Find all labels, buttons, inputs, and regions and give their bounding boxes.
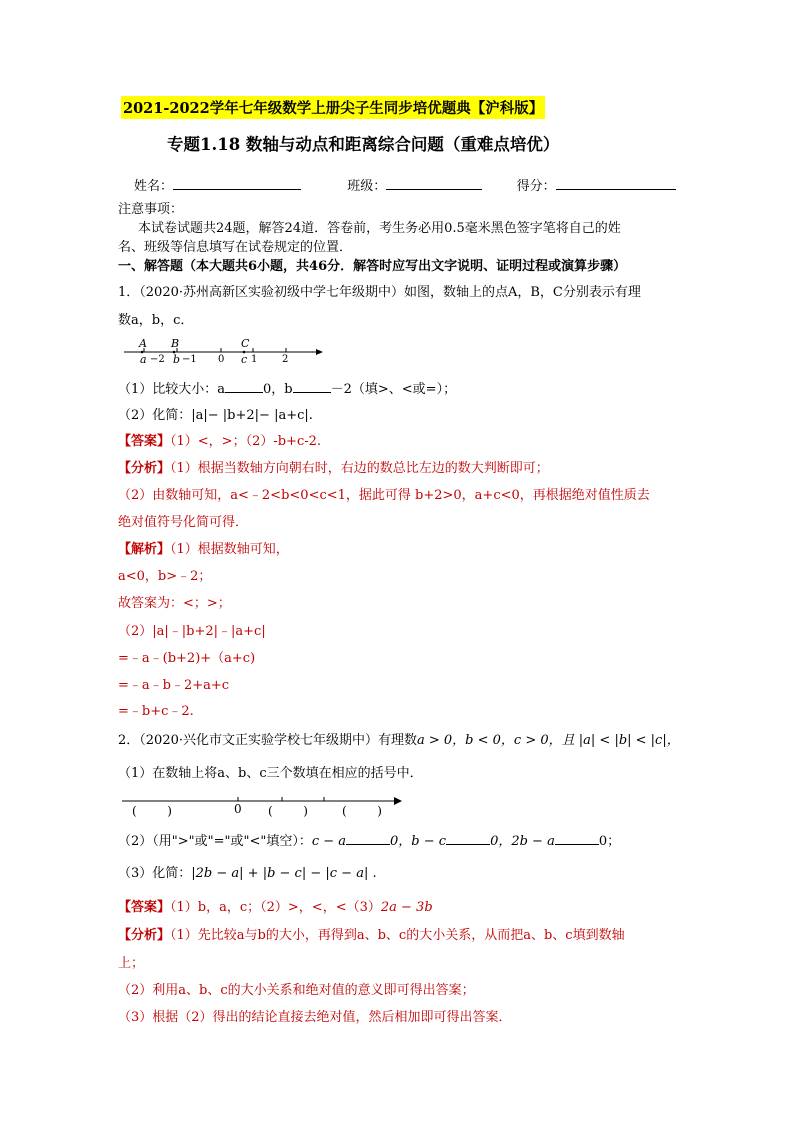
score-label: 得分： — [516, 179, 556, 194]
tick-1: 1 — [251, 354, 258, 365]
notes-text-1: 本试卷试题共24题，解答24道．答卷前，考生务必用0.5毫米黑色签字笔将自己的姓 — [138, 221, 621, 236]
point-b-label: B — [171, 337, 180, 350]
var-a-label: a — [140, 353, 147, 366]
notes-text-2: 名、班级等信息填写在试卷规定的位置． — [118, 240, 353, 255]
q2-blank-1[interactable] — [346, 832, 390, 845]
var-c-label: c — [241, 353, 248, 366]
bracket-2[interactable]: ( ) — [268, 804, 308, 818]
q2-analysis-4: （3）根据（2）得出的结论直接去绝对值，然后相加即可得出答案． — [118, 1010, 512, 1025]
q2-answer-math: 2a − 3b — [380, 900, 433, 915]
section-heading: 一、解答题（本大题共6小题，共46分．解答时应写出文字说明、证明过程或演算步骤） — [118, 259, 627, 274]
q2-blank-2[interactable] — [446, 832, 490, 845]
answer-label: 【答案】 — [118, 434, 171, 449]
q2-part3 — [118, 866, 377, 882]
bracket-3[interactable]: ( ) — [342, 804, 382, 818]
q2-answer-text: （1）b，a，c；（2）>，<，<（3） — [170, 900, 381, 915]
q1-stem-1: 1．（2020·苏州高新区实验初级中学七年级期中）如图，数轴上的点A，B，C分别表示有理 — [118, 285, 641, 300]
q1-sol-line-5: =﹣a﹣b﹣2+a+c — [118, 678, 230, 693]
analysis-text-1: （1）根据当数轴方向朝右时，右边的数总比左边的数大判断即可； — [170, 461, 549, 476]
q2-analysis-text-1: （1）先比较a与b的大小，再得到a、b、c的大小关系，从而把a、b、c填到数轴 — [170, 928, 625, 943]
q2-blank-3[interactable] — [555, 832, 599, 845]
q2-analysis-1 — [118, 928, 625, 944]
topic-title: 专题1.18 数轴与动点和距离综合问题（重难点培优） — [167, 135, 560, 154]
q1-sol-line-2: 故答案为：<；>； — [118, 596, 231, 611]
q2-number-line — [120, 792, 405, 822]
var-b-label: b — [173, 353, 181, 366]
info-line — [134, 176, 676, 195]
class-label: 班级： — [347, 179, 387, 194]
q2-analysis-label: 【分析】 — [118, 928, 171, 943]
q2-part3-math: |2b − a| + |b − c| − |c − a| . — [191, 866, 377, 881]
q2-answer-label: 【答案】 — [118, 900, 171, 915]
q2-answer — [118, 900, 433, 916]
q1-part1-text-a: （1）比较大小：a — [118, 382, 226, 397]
q1-sol-line-3: （2）|a|﹣|b+2|﹣|a+c| — [118, 624, 266, 639]
q2-zero-label: 0 — [234, 802, 242, 816]
tick-neg1: −1 — [182, 354, 197, 365]
q2-part1: （1）在数轴上将a、b、c三个数填在相应的括号中． — [118, 766, 423, 781]
q2-part2 — [118, 832, 620, 850]
solution-head-text: （1）根据数轴可知， — [170, 542, 289, 557]
q1-part1 — [118, 380, 456, 398]
q1-sol-line-4: =﹣a﹣(b+2)+（a+c) — [118, 651, 256, 666]
answer-text: （1）<，>；（2）-b+c-2. — [170, 434, 322, 449]
q1-solution-head — [118, 542, 289, 558]
q2-analysis-3: （2）利用a、b、c的大小关系和绝对值的意义即可得出答案； — [118, 983, 475, 998]
tick-0: 0 — [218, 354, 225, 365]
q2-expr-2: 0，b − c — [390, 834, 447, 849]
q2-stem — [118, 733, 680, 749]
q2-analysis-2: 上； — [118, 956, 145, 971]
tick-2: 2 — [282, 354, 289, 365]
name-label: 姓名： — [134, 179, 174, 194]
solution-label: 【解析】 — [118, 542, 171, 557]
class-field[interactable] — [386, 176, 482, 190]
q1-analysis-2: （2）由数轴可知，a<﹣2<b<0<c<1，据此可得 b+2>0，a+c<0，再根据绝对值性质去 — [118, 488, 650, 503]
q2-expr-3: 0，2b − a — [490, 834, 555, 849]
notes-heading: 注意事项： — [118, 202, 184, 217]
q1-blank-b[interactable] — [293, 380, 331, 393]
bracket-1[interactable]: ( ) — [132, 804, 172, 818]
q2-expr-4: 0； — [598, 834, 621, 849]
q1-sol-line-1: a<0，b>﹣2； — [118, 569, 212, 584]
q1-stem-2: 数a，b，c． — [118, 313, 194, 328]
q1-blank-a[interactable] — [225, 380, 263, 393]
analysis-label: 【分析】 — [118, 461, 171, 476]
tick-neg2: −2 — [150, 354, 165, 365]
q1-part2: （2）化简：|a|− |b+2|− |a+c|. — [118, 408, 313, 423]
q1-number-line — [120, 338, 325, 368]
point-a-label: A — [139, 337, 147, 350]
q1-answer — [118, 434, 321, 450]
q1-analysis-1 — [118, 461, 549, 477]
q2-part3-text: （3）化简： — [118, 866, 192, 881]
q2-part2-text: （2）（用">"或"="或"<"填空）： — [118, 834, 312, 849]
q2-stem-text: 2．（2020·兴化市文正实验学校七年级期中）有理数 — [118, 733, 417, 748]
score-field[interactable] — [556, 176, 676, 190]
point-c-label: C — [241, 337, 250, 350]
name-field[interactable] — [173, 176, 301, 190]
q1-part1-text-c: －2（填>、<或=）； — [330, 382, 457, 397]
q1-sol-line-6: =﹣b+c﹣2. — [118, 704, 194, 719]
q1-analysis-3: 绝对值符号化简可得． — [118, 515, 249, 530]
q2-stem-math: a > 0，b < 0，c > 0，且 |a| < |b| < |c|， — [417, 733, 680, 748]
q2-expr-1: c − a — [311, 834, 347, 849]
q1-part1-text-b: 0，b — [263, 382, 293, 397]
series-title: 2021-2022学年七年级数学上册尖子生同步培优题典【沪科版】 — [121, 96, 545, 119]
